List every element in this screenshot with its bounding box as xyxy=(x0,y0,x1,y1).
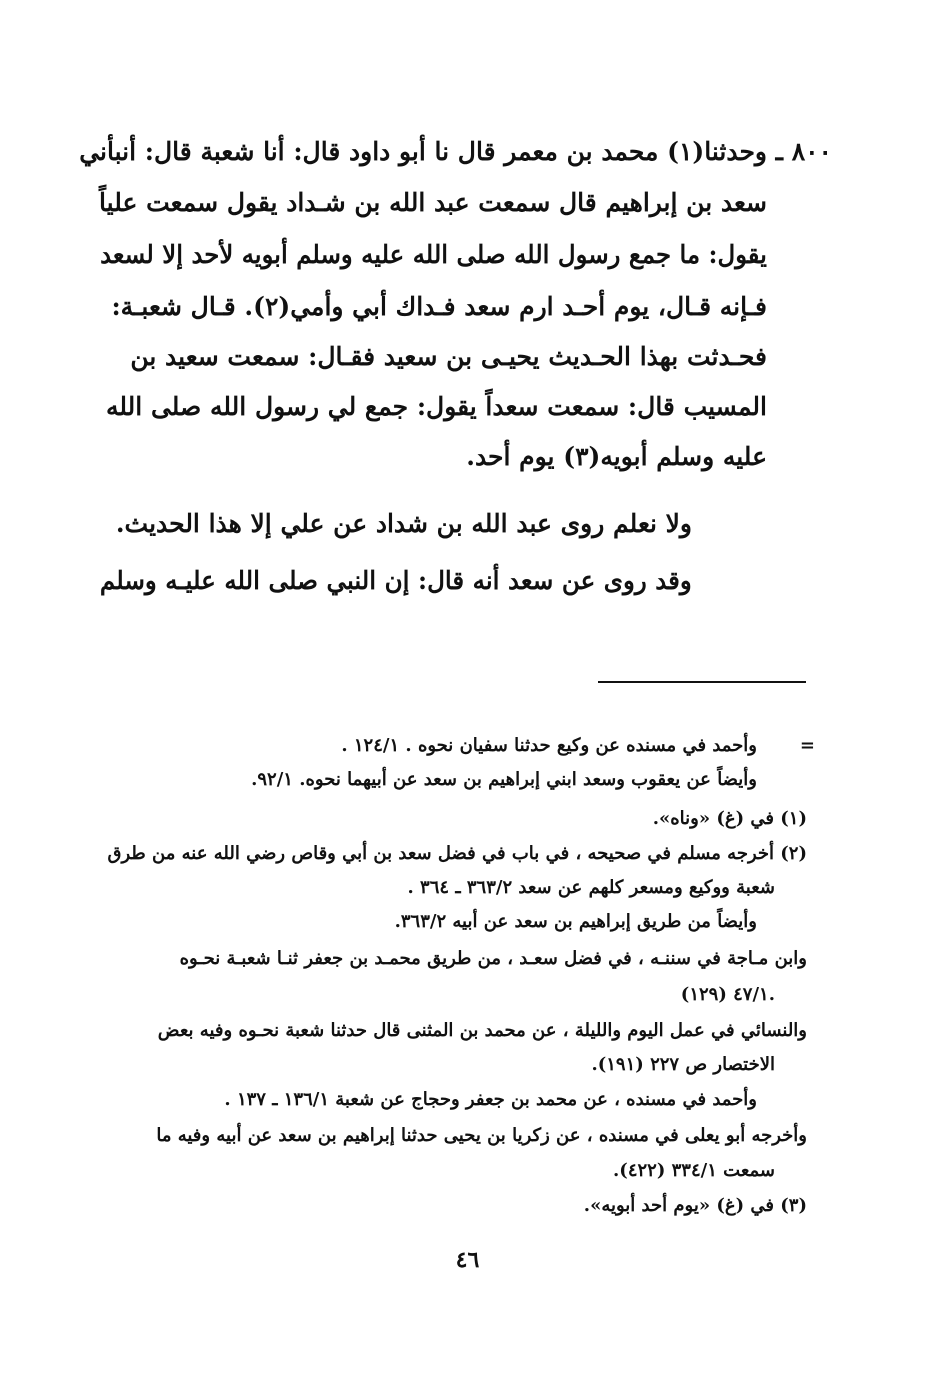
main-text-line: وحدثنا(١) محمد بن معمر قال نا أبو داود قال: أنا شعبة قال: أنبأني xyxy=(79,137,767,166)
paragraph-also-narrated: وقد روى عن سعد أنه قال: إن النبي صلى الله عليـه وسلم xyxy=(100,566,692,595)
footnote-line: شعبة ووكيع ومسعر كلهم عن سعد ٣٦٣/٢ ـ ٣٦٤ . xyxy=(407,877,775,898)
footnote-separator xyxy=(598,681,806,683)
footnote-line: وأحمد في مسنده عن وكيع حدثنا سفيان نحوه . ١٢٤/١ . xyxy=(341,735,757,756)
footnote-line: الاختصار ص ٢٢٧ (١٩١). xyxy=(591,1054,775,1075)
footnote-line: وأيضاً من طريق إبراهيم بن سعد عن أبيه ٣٦٣/٢. xyxy=(394,911,757,932)
footnote-line: وابن مـاجة في سننـه ، في فضل سعـد ، من طريق محمـد بن جعفر ثنـا شعبـة نحـوه xyxy=(179,948,807,969)
main-text-line: فحـدثت بهذا الحـديث يحيـى بن سعيد فقـال: سمعت سعيد بن xyxy=(130,342,767,371)
footnote-line: والنسائي في عمل اليوم والليلة ، عن محمد بن المثنى قال حدثنا شعبة نحـوه وفيه بعض xyxy=(157,1020,807,1041)
main-text-line: سعد بن إبراهيم قال سمعت عبد الله بن شـداد يقول سمعت علياً xyxy=(99,188,767,217)
footnote-line: سمعت ٣٣٤/١ (٤٢٢). xyxy=(613,1160,775,1181)
main-text-line: عليه وسلم أبويه(٣) يوم أحد. xyxy=(466,442,767,471)
footnote-2: (٢) أخرجه مسلم في صحيحه ، في باب في فضل سعد بن أبي وقاص رضي الله عنه من طرق xyxy=(107,843,807,864)
hadith-number: ٨٠٠ ـ xyxy=(775,137,832,166)
footnote-line: وأيضاً عن يعقوب وسعد ابني إبراهيم بن سعد عن أبيهما نحوه. ٩٢/١. xyxy=(251,769,757,790)
main-text-line: المسيب قال: سمعت سعداً يقول: جمع لي رسول الله صلى الله xyxy=(106,392,767,421)
footnote-line: ٤٧/١ (١٢٩). xyxy=(680,984,775,1005)
footnote-3: (٣) في (غ) «يوم أحد أبويه». xyxy=(583,1195,807,1216)
page-number: ٤٦ xyxy=(455,1247,480,1273)
footnote-line: وأحمد في مسنده ، عن محمد بن جعفر وحجاج عن شعبة ١٣٦/١ ـ ١٣٧ . xyxy=(224,1089,757,1110)
main-text-line: فـإنه قـال، يوم أحـد ارم سعد فـداك أبي وأمي(٢). قـال شعبـة: xyxy=(111,292,767,321)
paragraph-no-other-narration: ولا نعلم روى عبد الله بن شداد عن علي إلا هذا الحديث. xyxy=(115,509,692,538)
footnote-continuation-mark: = xyxy=(799,735,815,756)
footnote-line: وأخرجه أبو يعلى في مسنده ، عن زكريا بن يحيى حدثنا إبراهيم بن سعد عن أبيه وفيه ما xyxy=(156,1125,807,1146)
main-text-line: يقول: ما جمع رسول الله صلى الله عليه وسلم أبويه لأحد إلا لسعد xyxy=(100,240,767,269)
footnote-1: (١) في (غ) «وناه». xyxy=(652,808,807,829)
